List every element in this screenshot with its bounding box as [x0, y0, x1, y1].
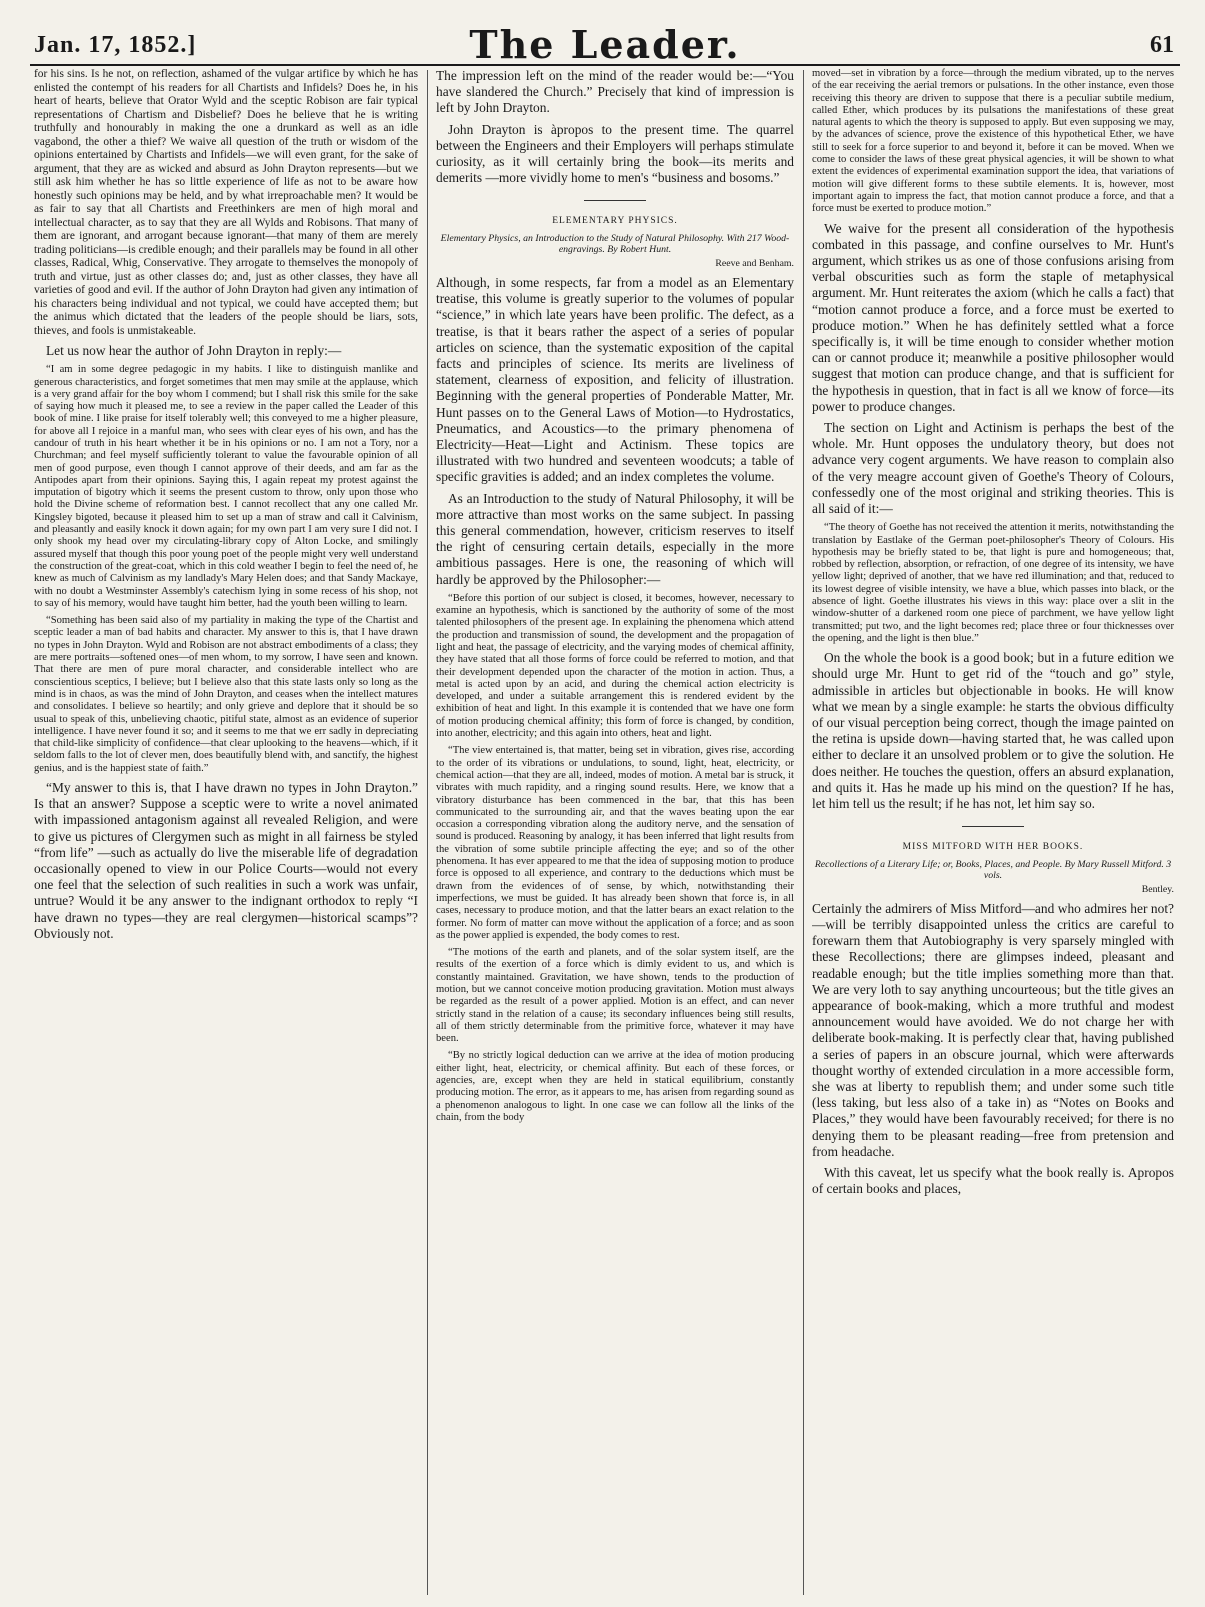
issue-date: Jan. 17, 1852.] — [34, 32, 197, 58]
paragraph: On the whole the book is a good book; but in a future edition we should urge Mr. Hunt to get rid of the “touch and go” style, admissible in articles but objectionable in books. He will know what we mean by a single example: he starts the obvious difficulty of our visual perception being correct, though the image painted on the retina is upside down—having started that, he was called upon either to declare it an unsolved problem or to give the solution. He does neither. He touches the question, offers an absurd explanation, and quits it. Has he made up his mind on the question? If he has, let him tell us the result; if he has not, let him say so. — [812, 650, 1174, 812]
paragraph: The impression left on the mind of the reader would be:—“You have slandered the Church.” Precisely that kind of impression is left by John Drayton. — [436, 68, 794, 116]
quoted-paragraph: “The view entertained is, that matter, being set in vibration, gives rise, according to the order of its vibrations or undulations, to sound, light, heat, electricity, or chemical action—that they are all, indeed, modes of motion. A metal bar is struck, it vibrates with much rapidity, and a ringing sound results. Here, we know that a vibratory disturbance has been commenced in the bar, that this has been communicated to the surrounding air, and that the waves beating upon the ear occasion a corresponding vibration along the auditory nerve, and the sensation of sound is produced. Reasoning by analogy, it has been inferred that light results from the vibration of some subtile principle affecting the eye; and so of the other phenomena. It has ever appeared to me that the idea of supposing motion to produce force is opposed to all experience, and contrary to the deductions which must be drawn from the evidences of of sense, by which, notwithstanding their imperfections, we must be guided. It has already been shown that force is, in all cases, necessary to produce motion, and that the latter bears an exact relation to the former. No form of matter can move without the application of a force; and as soon as the power applied is expended, the body comes to rest. — [436, 745, 794, 941]
quoted-paragraph: moved—set in vibration by a force—through the medium vibrated, up to the nerves of the ear receiving the aerial tremors or pulsations. In the other instance, even those receiving this theory are driven to suppose that there is a peculiar subtile medium, called Ether, which produces by its pulsations the manifestations of these great natural agents to which the theory is supposed to apply. But even supposing we may, by the advances of science, prove the existence of this hypothetical Ether, we have still to seek for a force superior to and beyond it, before it can be moved. When we come to consider the laws of these great physical agencies, it will be shown to what extent the evidences of experimental examination support the idea, that variations of motion will give different forms to these subtile elements. It is, however, most important again to impress the fact, that motion cannot produce a force, and that a force must be exerted to produce motion.” — [812, 68, 1174, 215]
paragraph: John Drayton is àpropos to the present time. The quarrel between the Engineers and their Employers will perhaps stimulate curiosity, as it will certainly bring the book—its merits and demerits —more vividly home to men's “business and bosoms.” — [436, 121, 794, 186]
quoted-paragraph: “Before this portion of our subject is closed, it becomes, however, necessary to examine an hypothesis, which is sanctioned by the authority of some of the most talented philosophers of the present age. In explaining the phenomena which attend the production and transmission of sound, the development and the propagation of light and heat, the passage of electricity, and the varying modes of chemical affinity, they have stated that all those forms of force could be referred to motion, and that their development depended upon the character of the motion in action. Thus, a metal is acted upon by an acid, and during the chemical action electricity is developed, and under a suitable arrangement this is rendered evident by the exhibition of heat and light. In this example it is contended that we have one form of motion producing chemical affinity; this form of force is changed, by condition, into another, electricity; and this again into others, heat and light. — [436, 592, 794, 740]
section-divider — [584, 200, 646, 201]
publisher: Bentley. — [1141, 883, 1174, 895]
paragraph: “My answer to this is, that I have drawn no types in John Drayton.” Is that an answer? Suppose a sceptic were to write a novel animated with impassioned antagonism against all revealed Religion, and were to give us pictures of Clergymen such as might in all fairness be styled “from life” —such as actually do live the miserable life of degradation occasionally opened to view in our Police Courts—would not every one feel that the selection of such realities in such a work was unfair, untrue? Would it be any answer to the indignant orthodox to reply “I have drawn no types—they are real clergymen—historical scamps”? Obviously not. — [34, 780, 418, 941]
paragraph: Although, in some respects, far from a model as an Elementary treatise, this volume is greatly superior to the volumes of popular “science,” in which late years have been prolific. The defect, as a treatise, is that it bears rather the aspect of a series of popular articles on science, than the systematic exposition of the capital facts and principles of science. Its merits are liveliness of statement, clearness of exposition, and felicity of illustration. Beginning with the general properties of Ponderable Matter, Mr. Hunt passes on to the General Laws of Motion—to Hydrostatics, Pneumatics, and Acoustics—to the primary phenomena of Electricity—Heat—Light and Actinism. These topics are illustrated with two hundred and seventeen woodcuts; a table of specific gravities is added; and an index completes the volume. — [436, 274, 794, 485]
page-number: 61 — [1150, 32, 1174, 58]
newspaper-title: The Leader. — [469, 22, 741, 67]
paragraph: Let us now hear the author of John Drayton in reply:— — [46, 343, 342, 358]
quoted-paragraph: “The motions of the earth and planets, and of the solar system itself, are the results of the exertion of a force which is dimly evident to us, and which is constantly maintained. Gravitation, we have shown, tends to the production of motion, but we cannot conceive motion producing gravitation. Motion must always be regarded as the result of a power applied. Motion is an effect, and can never strictly stand in the relation of a cause; its secondary influences being still results, all of them strictly determinable from the primitive force, whatever it may have been. — [436, 947, 794, 1045]
quoted-paragraph: “By no strictly logical deduction can we arrive at the idea of motion producing either light, heat, electricity, or chemical affinity. But each of these forces, or agencies, are, except when they are held in statical equilibrium, constantly producing motion. The error, as it appears to me, has arisen from regarding sound as a phenomenon analogous to light. In one case we can follow all the links of the chain, from the body — [436, 1050, 794, 1123]
review-heading: ELEMENTARY PHYSICS. — [552, 216, 678, 227]
publisher: Reeve and Benham. — [715, 257, 794, 269]
masthead — [30, 18, 1180, 66]
paragraph: With this caveat, let us specify what the book really is. Apropos of certain books and places, — [812, 1164, 1174, 1197]
paragraph: As an Introduction to the study of Natural Philosophy, it will be more attractive than most works on the same subject. In passing this general commendation, however, criticism reserves to itself the right of censuring certain details, especially in the more ambitious passages. Here is one, the reasoning of which will hardly be approved by the Philosopher:— — [436, 490, 794, 587]
review-heading: MISS MITFORD WITH HER BOOKS. — [902, 842, 1084, 853]
paragraph: We waive for the present all consideration of the hypothesis combated in this passage, and confine ourselves to Mr. Hunt's argument, which strikes us as one of those confusions arising from verbal obscurities such as form the staple of metaphysical argument. Mr. Hunt reiterates the axiom (which he calls a fact) that “motion cannot produce a force, and a force must be exerted to produce motion.” When he has definitely settled what a force specifically is, it will be time enough to consider whether motion can or cannot produce it; meanwhile a positive philosopher would suggest that motion can produce change, and that is sufficient for the hypothesis in question, that in fact is all we know of force—its power to produce changes. — [812, 220, 1174, 414]
section-divider — [962, 826, 1024, 827]
paragraph: for his sins. Is he not, on reflection, ashamed of the vulgar artifice by which he has enlisted the contempt of his readers for all Chartists and Infidels? Does he, in his heart of hearts, believe that Orator Wyld and the sceptic Robison are fair typical representations of Chartism and Disbelief? Does he believe that he is writing truthfully and honourably in making the one a drunkard as well as an idle vagabond, the other a thief? We waive all question of the truth or wisdom of the opinions entertained by Chartists and Infidels—we will even grant, for the sake of argument, that they are as wicked and absurd as John Drayton represents—but we still ask him whether he has so little experience of life as not to be aware how honestly such opinions may be held, and by what irreproachable men? It would be as fair to say that all Chartists and Freethinkers are men of high moral and intellectual character, as to say that they are all Wylds and Robisons. That many of them are ignorant, and arrogant because ignorant—that many of them are merely trading politicians—is credible enough; and their parallels may be found in all other classes, Radical, Whig, Conservative. They arrogate to themselves the monopoly of truth and virtue, just as other classes do; and, just as other classes, they have all varieties of good and evil. If the author of John Drayton had given any intimation of his characters being individual and not typical, we could have accepted them; but the animus which dictated that the leaders of the people should be liars, sots, thieves, and fools is unmistakeable. — [34, 68, 418, 337]
column-2 — [436, 68, 794, 1598]
column-rule — [427, 70, 428, 1595]
book-citation: Elementary Physics, an Introduction to the Study of Natural Philosophy. With 217 Wood-engravings. By Robert Hunt. — [440, 232, 790, 255]
paragraph: The section on Light and Actinism is perhaps the best of the whole. Mr. Hunt opposes the undulatory theory, but does not advance very cogent arguments. We have reason to complain also of the very meagre account given of Goethe's Theory of Colours, confessedly one of the most original and striking theories. This is all said of it:— — [812, 420, 1174, 517]
column-1 — [34, 68, 418, 1598]
quoted-paragraph: “I am in some degree pedagogic in my habits. I like to distinguish manlike and generous characteristics, and forget sometimes that men may smile at the applause, which is a very grand affair for the boy whom I commend; but I shall risk this smile for the sake of saying how much it pleased me, to see a review in the paper called the Leader of this book of mine. I like praise for itself tolerably well; this conveyed to me a higher pleasure, for above all I rejoice in a manful man, who sees with clear eyes of his own, and has the candour of truth in his heart whether it be in his opinions or no. I am not a Tory, nor a Churchman; and feel myself sufficiently tolerant to value the favourable opinion of all men of good purpose, even though I cannot approve of their deeds, and am far as the Antipodes apart from their opinions. Saying this, I again repeat my protest against the imputation of bigotry which it seems the present custom to throw, only upon those who hold the Divine scheme of reformation best. I cannot recollect that any one called Mr. Kingsley bigoted, because it pleased him to set up a man of straw and call it Calvinism, and pleasantly and easily knock it down again; for my own part I am very sure I did not. I only shook my head over my circulating-library copy of Alton Locke, and smilingly assured myself that though this poor young poet of the people might very well understand the construction of the great-coat, which in this cold weather I begin to feel the need of, he knew as much of Calvinism as my landlady's Mary Helen does; and that Sandy Mackaye, with no doubt a Westminster Assembly's catechism lying in some recess of his shop, not to say of his memory, would have taught him better, had the youth been willing to learn. — [34, 364, 418, 609]
column-rule — [803, 70, 804, 1595]
book-citation: Recollections of a Literary Life; or, Books, Places, and People. By Mary Russell Mitford. 3 vols. — [814, 858, 1172, 881]
quoted-paragraph: “Something has been said also of my partiality in making the type of the Chartist and sceptic leader a man of bad habits and character. My answer to this is, that I have drawn no types in John Drayton. Wyld and Robison are not abstract embodiments of a class; they are mere portraits—softened ones—of men whom, to my sorrow, I have seen and known. That there are men of pure moral character, and considerable intellect who are conscientious sceptics, I believe; but I believe also that this state lasts only so long as the mind is in chaos, as was the mind of John Drayton, and ceases when the intellect matures and consolidates. I believe so heartily; and only grieve and deplore that it should be so usual to speak of this, unbelieving chaotic, pitiful state, almost as an evidence of superior intelligence. I have never found it so; and it seems to me that we err sadly in depreciating that child-like simplicity of confidence—that clear uplooking to the heavens—which, if it seldom falls to the lot of clever men, does beautifully blend with, and sanctify, the highest genius, and is the happiest state of faith.” — [34, 615, 418, 774]
quoted-paragraph: “The theory of Goethe has not received the attention it merits, notwithstanding the translation by Eastlake of the German poet-philosopher's Theory of Colours. His hypothesis may be briefly stated to be, that light is pure and homogeneous; that, robbed by reflection, absorption, or refraction, of one degree of its intensity, we have yellow light; deprived of another, that we have red illumination; and that, reduced to its lowest degree of visible intensity, we have a blue, which passes into black, or the absence of light. Goethe illustrates his views in this way: place over a slit in the window-shutter of a darkened room one piece of parchment, we have yellow light transmitted; put two, and the light becomes red; place three or four thicknesses over the opening, and the light is then blue.” — [812, 522, 1174, 644]
column-3 — [812, 68, 1174, 1598]
paragraph: Certainly the admirers of Miss Mitford—and who admires her not?—will be terribly disappointed unless the critics are careful to forewarn them that Autobiography is very sparsely mingled with these Recollections; there are glimpses indeed, pleasant and readable enough; but the title implies something more than that. We are very loth to say anything uncourteous; but the title gives an appearance of book-making, which a more truthful and modest announcement would have avoided. We do not charge her with deliberate book-making. It is perfectly clear that, having published a series of papers in an obscure journal, which were afterwards thought worthy of extended circulation in a more accessible form, she was at liberty to republish them; and under some such title (less taking, but less also of a take in) as “Notes on Books and Places,” they would have been favourably received; for there is no denying them to be pleasant reading—free from pretension and from headache. — [812, 900, 1174, 1159]
